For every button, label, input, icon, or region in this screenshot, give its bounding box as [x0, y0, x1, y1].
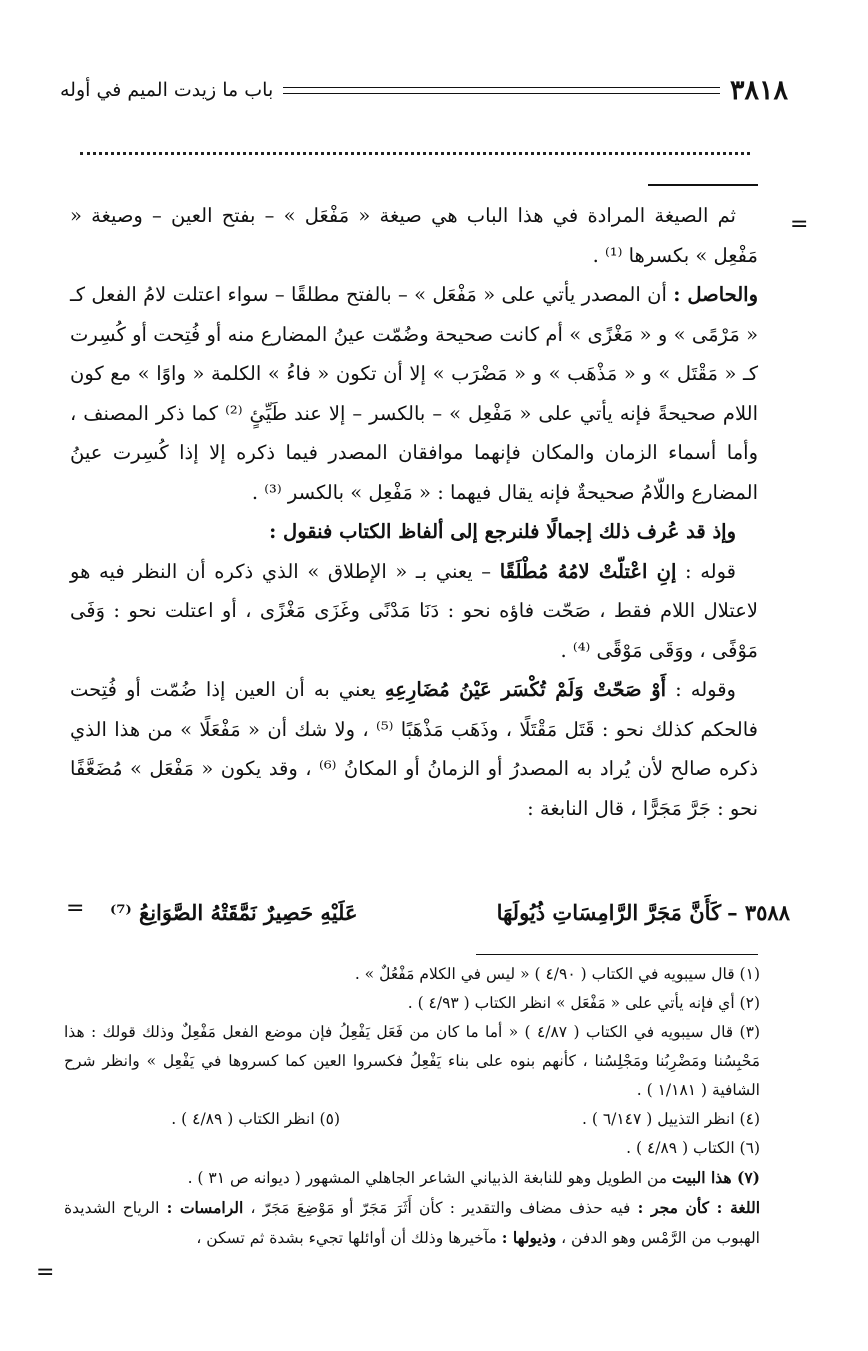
footnote-1: (١) قال سيبويه في الكتاب ( ٤/٩٠ ) « ليس في الكلام مَفْعُلٌ » . [354, 965, 760, 983]
footnote-7 [64, 1163, 760, 1193]
footnote-7-lead: (٧) هذا البيت [671, 1168, 760, 1187]
paragraph-2-text: أن المصدر يأتي على « مَفْعَل » – بالفتح مطلقًا – سواء اعتلت لامُ الفعل كـ « مَرْمًى » و « مَغْزًى » أم كانت صحيحة وضُمّت عينُ المضارع منه أو فُتِحت أو كُسِرت كـ « مَقْتَل » و « مَذْهَب » و « مَضْرَب » إلا أن تكون « فاءُ » الكلمة « واوًا » مع كون اللام صحيحةً فإنه يأتي على « مَفْعِل » – بالكسر – إلا عند طَيِّئٍ ⁽²⁾ كما ذكر المصنف ، وأما أسماء الزمان والمكان فإنهما موافقان المصدر فيما ذكره إلا إذا كُسِرت عينُ المضارع واللّامُ صحيحةٌ فإنه يقال فيهما : « مَفْعِل » بالكسر ⁽³⁾ . [70, 283, 759, 504]
footnote-8-lead: اللغة : كأن مجر : [637, 1198, 761, 1217]
footnote-7-text: من الطويل وهو للنابغة الذبياني الشاعر الجاهلي المشهور ( ديوانه ص ٣١ ) . [187, 1169, 672, 1187]
footnote-row-4-5 [64, 1105, 760, 1134]
paragraph-4-quote: إنِ اعْتلّتْ لامُهُ مُطْلَقًا [499, 559, 677, 583]
short-rule [648, 184, 758, 186]
footnote-2: (٢) أي فإنه يأتي على « مَفْعَل » انظر الكتاب ( ٤/٩٣ ) . [407, 994, 760, 1012]
footnote-8-text-3: مآخيرها وذلك أن أوائلها تجيء بشدة ثم تسكن ، [196, 1229, 502, 1247]
verse-number: ٣٥٨٨ – [727, 899, 790, 925]
verse-hemistich-2: عَلَيْهِ حَصِيرٌ نَمَّقَتْهُ الصَّوَانِعُ ⁽⁷⁾ [110, 899, 358, 925]
paragraph-2 [70, 275, 758, 512]
footnote-5: (٥) انظر الكتاب ( ٤/٨٩ ) . [171, 1110, 340, 1128]
paragraph-1: ثم الصيغة المرادة في هذا الباب هي صيغة « مَفْعَل » – بفتح العين – وصيغة « مَفْعِل » بكسرها ⁽¹⁾ . [70, 204, 758, 267]
paragraph-3-heading: وإذ قد عُرف ذلك إجمالًا فلنرجع إلى ألفاظ الكتاب فنقول : [269, 520, 736, 543]
paragraph-4-text: – يعني بـ « الإطلاق » الذي ذكره أن النظر فيه هو لاعتلال اللام فقط ، صَحّت فاؤه نحو : دَنَا مَدْنًى وغَزَى مَغْزًى ، أو اعتلت نحو : وَفَى مَوْفًى ، ووَقَى مَوْقًى ⁽⁴⁾ . [70, 559, 758, 662]
dotted-separator [80, 152, 750, 155]
margin-mark-top: = [790, 212, 809, 237]
footnote-8-term-3: وذيولها : [501, 1228, 557, 1247]
footnote-8-text: فيه حذف مضاف والتقدير : كأن أَثَرَ مَجَرّ أو مَوْضِعَ مَجَرّ ، [243, 1199, 638, 1217]
footnote-3: (٣) قال سيبويه في الكتاب ( ٤/٨٧ ) « أما ما كان من فَعَل يَفْعِلُ فإن موضع الفعل مَفْعِلٌ وذلك قولك : هذا مَحْبِسُنا ومَضْرِبُنا ومَجْلِسُنا ، كأنهم بنوه على بناء يَفْعِلُ فكسروا العين كما كسروها في يَفْعِل » وانظر شرح الشافية ( ١/١٨١ ) . [64, 1023, 760, 1099]
header-rule [283, 87, 720, 94]
footnote-8-term-2: الرامسات : [166, 1198, 244, 1217]
poem-verse [110, 890, 790, 934]
paragraph-4-lead: قوله : [676, 559, 737, 583]
footnote-8-text-2: الرياح الشديدة الهبوب من الرَّمْس وهو الدفن ، [64, 1199, 760, 1247]
paragraph-4 [70, 552, 758, 671]
paragraph-5-text: يعني به أن العين إذا ضُمّت أو فُتِحت فالحكم كذلك نحو : قَتَل مَقْتَلًا ، وذَهَب مَذْهَبًا ⁽⁵⁾ ، ولا شك أن « مَفْعَلًا » من هذا الذي ذكره صالح لأن يُراد به المصدرُ أو الزمانُ أو المكانُ ⁽⁶⁾ ، وقد يكون « مَفْعَل » مُضَعَّفًا نحو : جَرَّ مَجَرًّا ، قال النابغة : [70, 678, 758, 820]
verse-first-half [497, 900, 790, 925]
footnotes [64, 960, 760, 1253]
verse-hemistich-1: كَأَنَّ مَجَرَّ الرَّامِسَاتِ ذُيُولَهَا [496, 899, 722, 925]
page-header [60, 68, 788, 112]
footnote-8 [64, 1193, 760, 1253]
page-number: ٣٨١٨ [729, 74, 788, 106]
footnote-6: (٦) الكتاب ( ٤/٨٩ ) . [626, 1139, 760, 1157]
main-text [70, 196, 758, 828]
paragraph-5-lead: وقوله : [666, 678, 736, 701]
paragraph-2-lead: والحاصل : [673, 283, 759, 306]
paragraph-5 [70, 670, 758, 828]
chapter-title: باب ما زيدت الميم في أوله [60, 79, 274, 101]
footnote-rule [476, 954, 758, 955]
margin-mark-verse: = [66, 896, 85, 921]
paragraph-5-quote: أَوْ صَحّتْ وَلَمْ تُكْسَر عَيْنُ مُضَارِعِهِ [384, 678, 667, 701]
footnote-4: (٤) انظر التذييل ( ٦/١٤٧ ) . [581, 1110, 760, 1128]
margin-mark-bottom: = [36, 1260, 55, 1285]
